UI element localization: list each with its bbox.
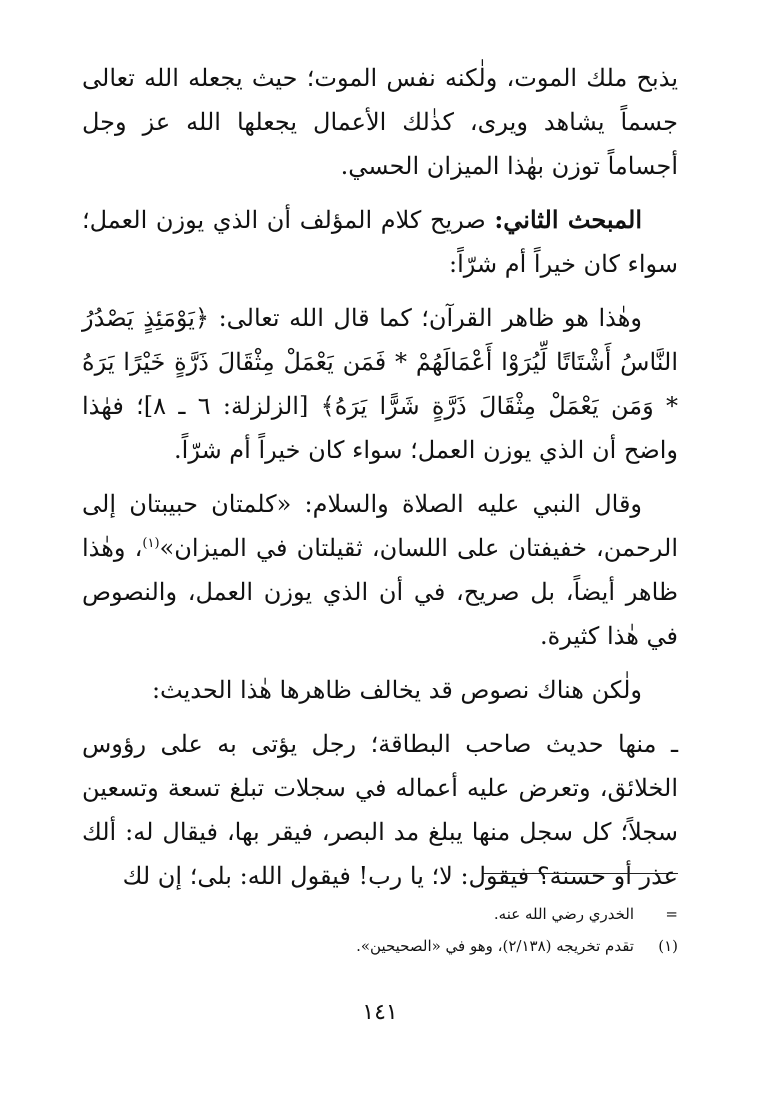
paragraph-3-rest: [الزلزلة: ٦ ـ ٨]؛ فهٰذا واضح أن الذي يوزن العمل؛ سواء كان خيراً أم شرّاً.	[82, 392, 678, 464]
footnotes	[82, 898, 678, 962]
page-body	[82, 56, 678, 898]
paragraph-4-end: ، وهٰذا ظاهر أيضاً، بل صريح، في أن الذي يوزن العمل، والنصوص في هٰذا كثيرة.	[82, 534, 679, 650]
paragraph-2	[82, 198, 678, 286]
footnote-text: تقدم تخريجه (٢/١٣٨)، وهو في «الصحيحين».	[356, 937, 634, 955]
quran-verse: ﴿يَوْمَئِذٍ يَصْدُرُ النَّاسُ أَشْتَاتًا لِّيُرَوْا أَعْمَالَهُمْ * فَمَن يَعْمَلْ مِثْقَالَ ذَرَّةٍ خَيْرًا يَرَهُ * وَمَن يَعْمَلْ مِثْقَالَ ذَرَّةٍ شَرًّا يَرَهُ﴾	[82, 304, 679, 420]
footnote-mark: =	[665, 905, 678, 923]
footnote-text: الخدري رضي الله عنه.	[493, 905, 634, 923]
paragraph-3-intro: وهٰذا هو ظاهر القرآن؛ كما قال الله تعالى:	[209, 304, 642, 332]
page-number: ١٤١	[362, 1000, 398, 1025]
footnote-continuation	[82, 898, 678, 930]
paragraph-5: ولٰكن هناك نصوص قد يخالف ظاهرها هٰذا الحديث:	[151, 676, 642, 704]
paragraph-3	[82, 296, 678, 472]
footnote-mark: (١)	[658, 937, 678, 955]
paragraph-6: ـ منها حديث صاحب البطاقة؛ رجل يؤتى به على رؤوس الخلائق، وتعرض عليه أعماله في سجلات تبلغ تسعة وتسعين سجلاً؛ كل سجل منها يبلغ مد البصر، فيقر بها، فيقال له: ألك عذر أو حسنة؟ فيقول: لا؛ يا رب! فيقول الله: بلى؛ إن لك	[82, 730, 679, 890]
paragraph-1: يذبح ملك الموت، ولٰكنه نفس الموت؛ حيث يجعله الله تعالى جسماً يشاهد ويرى، كذٰلك الأعمال يجعلها الله عز وجل أجساماً توزن بهٰذا الميزان الحسي.	[82, 64, 678, 180]
footnote-divider	[483, 873, 678, 874]
footnote-ref[interactable]: (١)	[142, 536, 160, 551]
hadith-quote: وقال النبي عليه الصلاة والسلام: «كلمتان حبيبتان إلى الرحمن، خفيفتان على اللسان، ثقيلتان في الميزان»	[82, 490, 679, 562]
section-heading: المبحث الثاني:	[494, 205, 642, 234]
paragraph-2-text: صريح كلام المؤلف أن الذي يوزن العمل؛ سواء كان خيراً أم شرّاً:	[82, 206, 678, 278]
footnote-1	[82, 930, 678, 962]
paragraph-4	[82, 482, 678, 658]
